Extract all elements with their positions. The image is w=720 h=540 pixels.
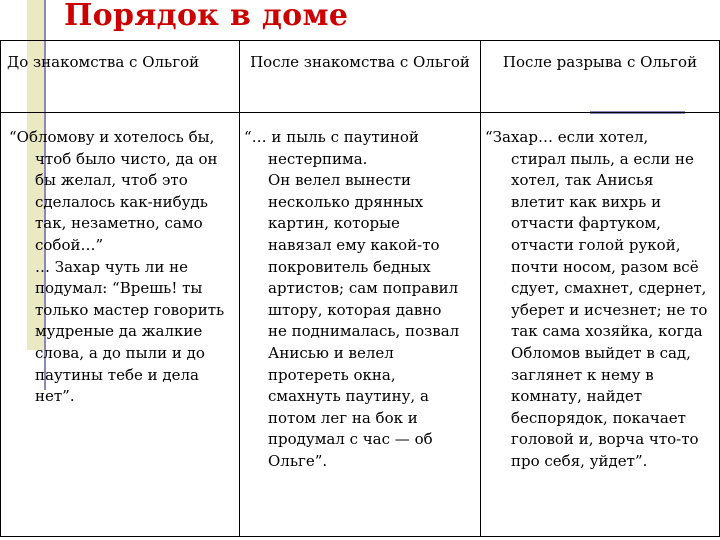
table-header-row (1, 41, 720, 113)
comparison-table (0, 40, 720, 537)
column-header-before: До знакомства с Ольгой (1, 41, 240, 113)
quote-after-meeting: “… и пыль с паутиной нестерпима. Он велел вынести несколько дрянных картин, которые навязал ему какой-то покровитель бедных артистов; сам поправил штору, которая давно не поднималась, позвал Анисью и велел протереть окна, смахнуть паутину, а потом лег на бок и продумал с час — об Ольге”. (244, 128, 460, 470)
table-cell-after-meeting (240, 113, 481, 537)
table-row (1, 113, 720, 537)
quote-before: “Обломову и хотелось бы, чтоб было чисто, да он бы желал, чтоб это сделалось как-нибудь так, незаметно, само собой…” … Захар чуть ли не подумал: “Врешь! ты только мастер говорить мудреные да жалкие слова, а до пыли и до паутины тебе и дела нет”. (9, 128, 225, 406)
column-header-after-breakup: После разрыва с Ольгой (481, 41, 720, 113)
column-header-after-meeting: После знакомства с Ольгой (240, 41, 481, 113)
quote-after-breakup: “Захар… если хотел, стирал пыль, а если не хотел, так Анисья влетит как вихрь и отчасти фартуком, отчасти голой рукой, почти носом, разом всё сдует, смахнет, сдернет, уберет и исчезнет; не то так сама хозяйка, когда Обломов выйдет в сад, заглянет к нему в комнату, найдет беспорядок, покачает головой и, ворча что-то про себя, уйдет”. (485, 128, 708, 470)
table-cell-before (1, 113, 240, 537)
slide-title: Порядок в доме (64, 0, 349, 33)
table-cell-after-breakup (481, 113, 720, 537)
